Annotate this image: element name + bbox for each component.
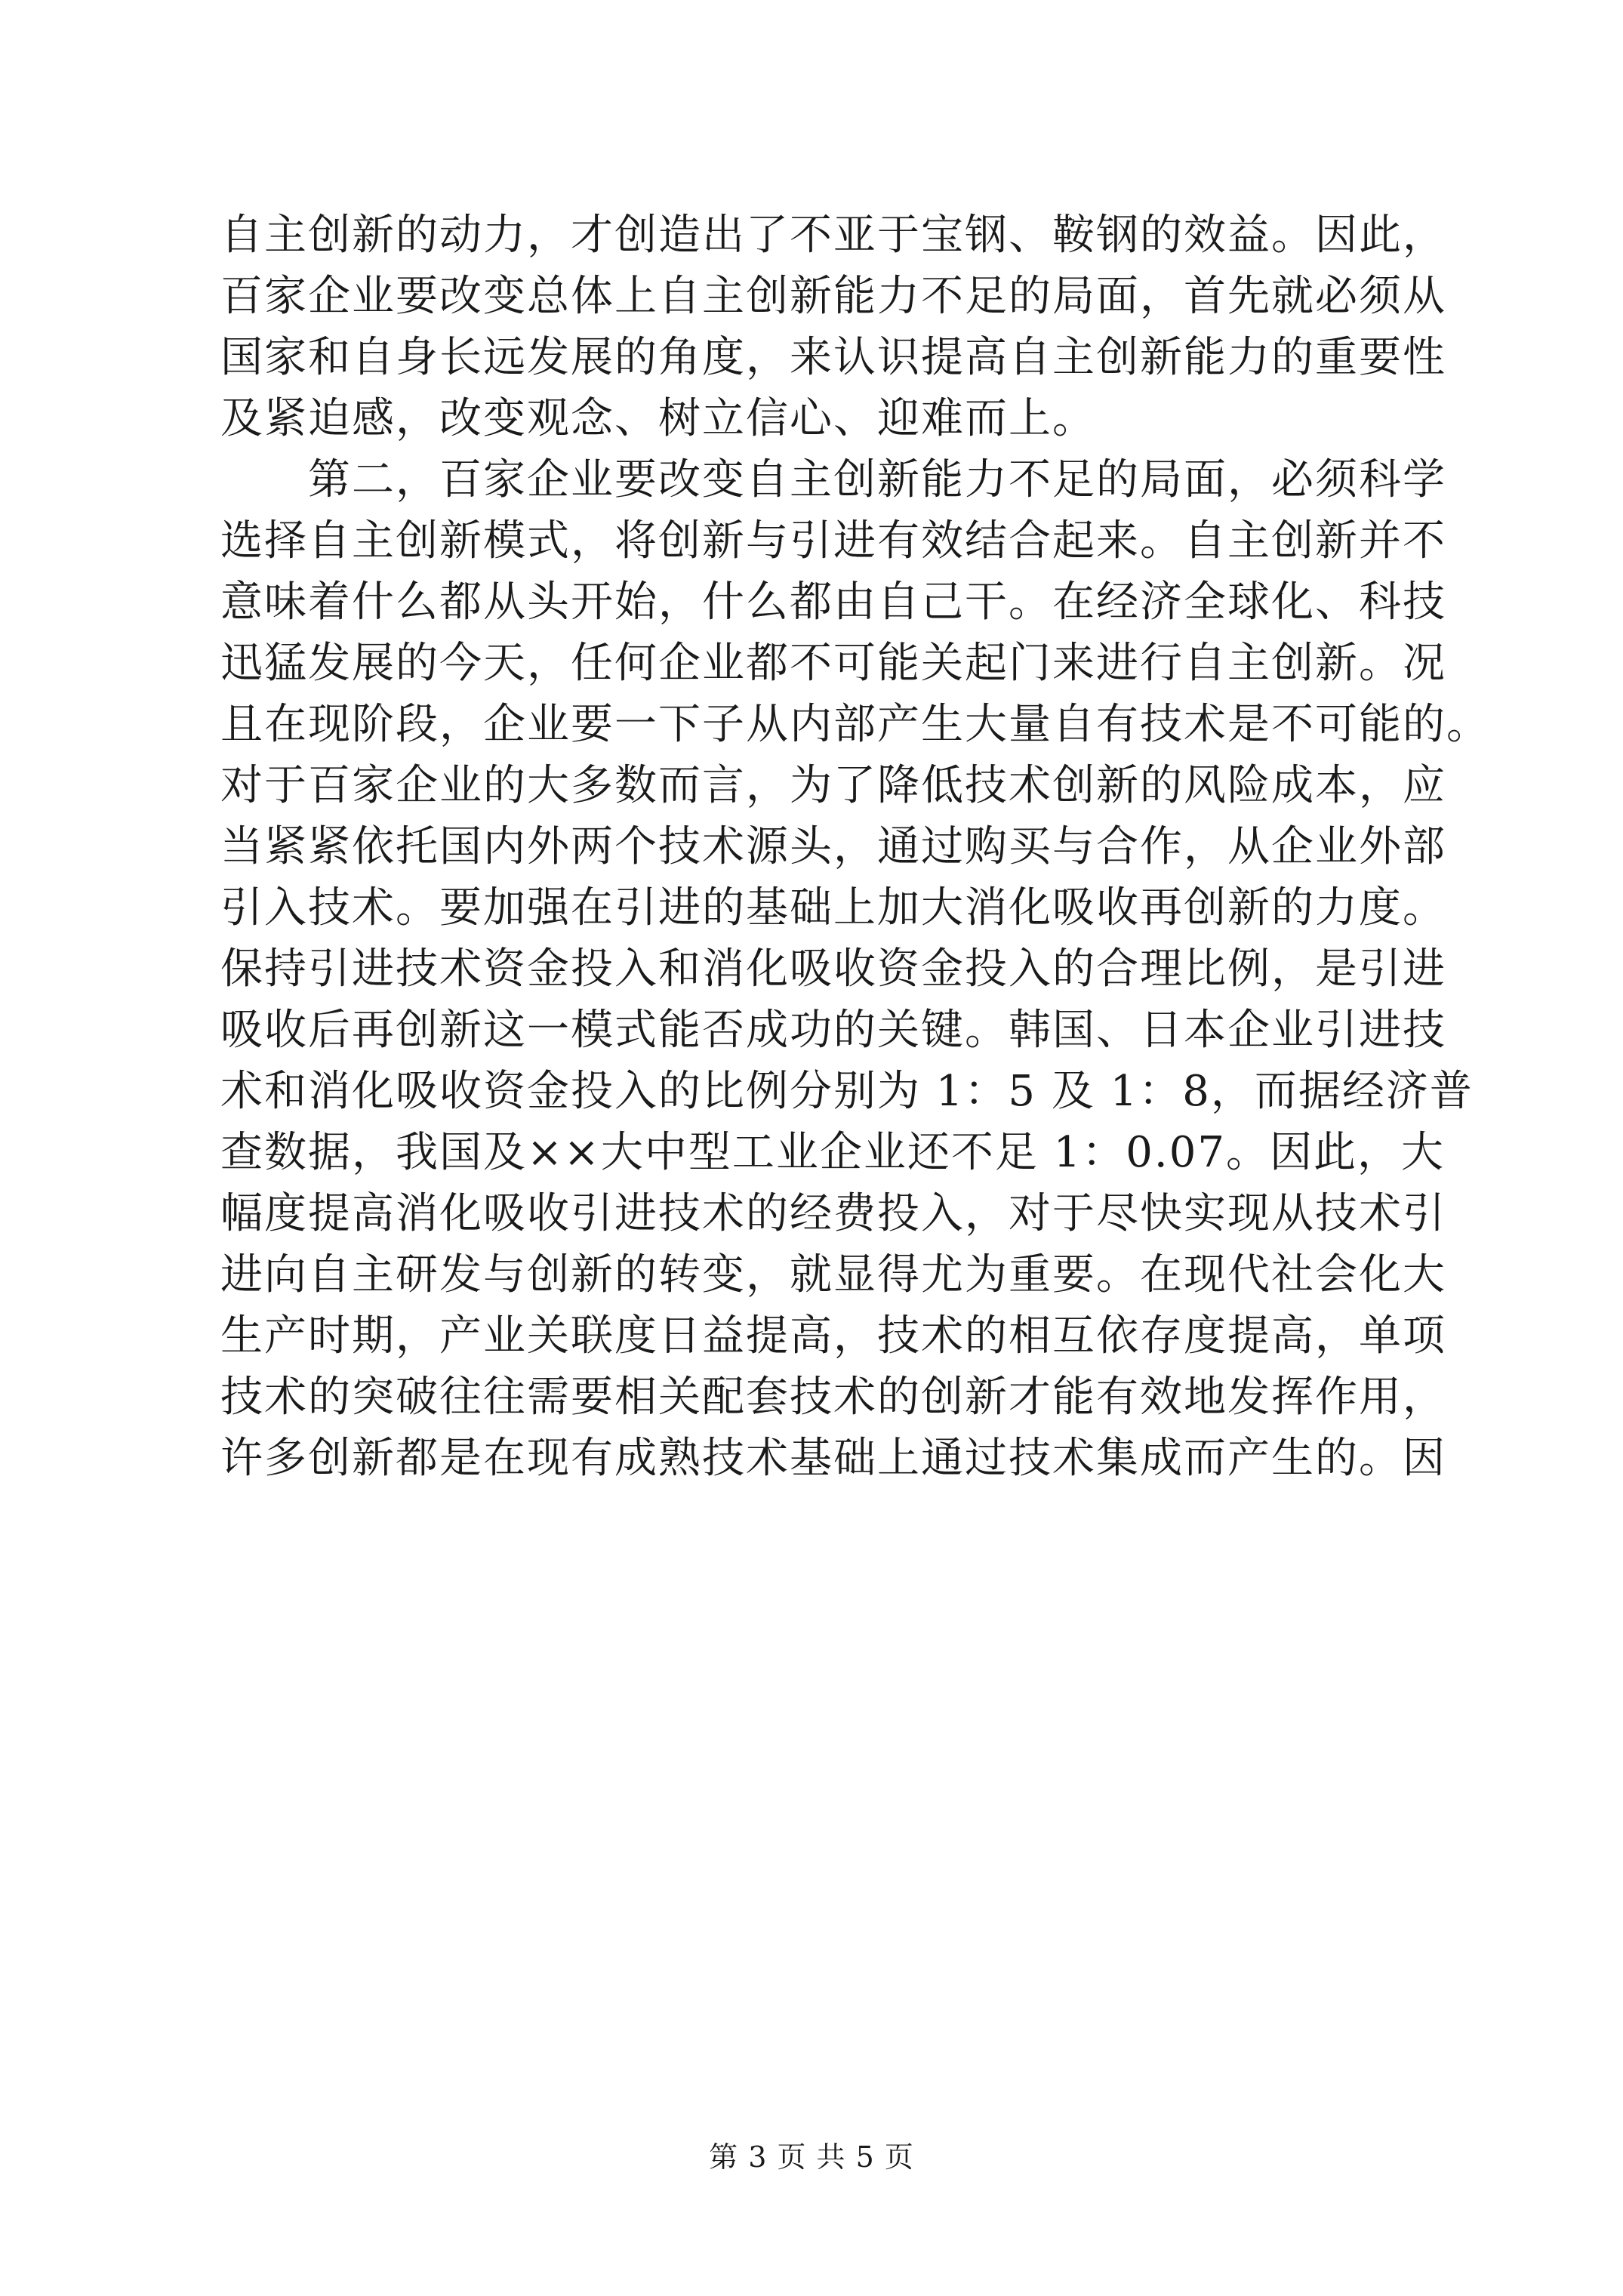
text-line: 进向自主研发与创新的转变，就显得尤为重要。在现代社会化大 — [220, 1250, 1446, 1299]
text-line: 当紧紧依托国内外两个技术源头，通过购买与合作，从企业外部 — [220, 822, 1446, 871]
text-line: 许多创新都是在现有成熟技术基础上通过技术集成而产生的。因 — [220, 1434, 1446, 1483]
text-line: 百家企业要改变总体上自主创新能力不足的局面，首先就必须从 — [220, 272, 1446, 321]
text-line: 吸收后再创新这一模式能否成功的关键。韩国、日本企业引进技 — [220, 1006, 1446, 1055]
text-line: 生产时期，产业关联度日益提高，技术的相互依存度提高，单项 — [220, 1311, 1446, 1361]
text-line: 迅猛发展的今天，任何企业都不可能关起门来进行自主创新。况 — [220, 639, 1446, 688]
text-line: 选择自主创新模式，将创新与引进有效结合起来。自主创新并不 — [220, 516, 1446, 566]
text-line: 保持引进技术资金投入和消化吸收资金投入的合理比例，是引进 — [220, 945, 1446, 994]
text-line: 国家和自身长远发展的角度，来认识提高自主创新能力的重要性 — [220, 333, 1446, 382]
text-line: 且在现阶段，企业要一下子从内部产生大量自有技术是不可能的。 — [220, 700, 1490, 749]
text-line: 术和消化吸收资金投入的比例分别为 1：5 及 1：8，而据经济普 — [220, 1067, 1474, 1116]
text-line: 自主创新的动力，才创造出了不亚于宝钢、鞍钢的效益。因此， — [220, 211, 1446, 260]
text-line: 第二，百家企业要改变自主创新能力不足的局面，必须科学 — [220, 455, 1446, 504]
text-line: 技术的突破往往需要相关配套技术的创新才能有效地发挥作用， — [220, 1373, 1446, 1422]
text-line: 幅度提高消化吸收引进技术的经费投入，对于尽快实现从技术引 — [220, 1189, 1446, 1238]
text-line: 及紧迫感，改变观念、树立信心、迎难而上。 — [220, 394, 1096, 443]
text-line: 查数据，我国及××大中型工业企业还不足 1：0.07。因此，大 — [220, 1128, 1445, 1177]
text-line: 对于百家企业的大多数而言，为了降低技术创新的风险成本，应 — [220, 761, 1446, 810]
page-number-footer: 第 3 页 共 5 页 — [709, 2140, 914, 2174]
text-line: 意味着什么都从头开始，什么都由自己干。在经济全球化、科技 — [220, 578, 1446, 627]
text-line: 引入技术。要加强在引进的基础上加大消化吸收再创新的力度。 — [220, 883, 1446, 932]
